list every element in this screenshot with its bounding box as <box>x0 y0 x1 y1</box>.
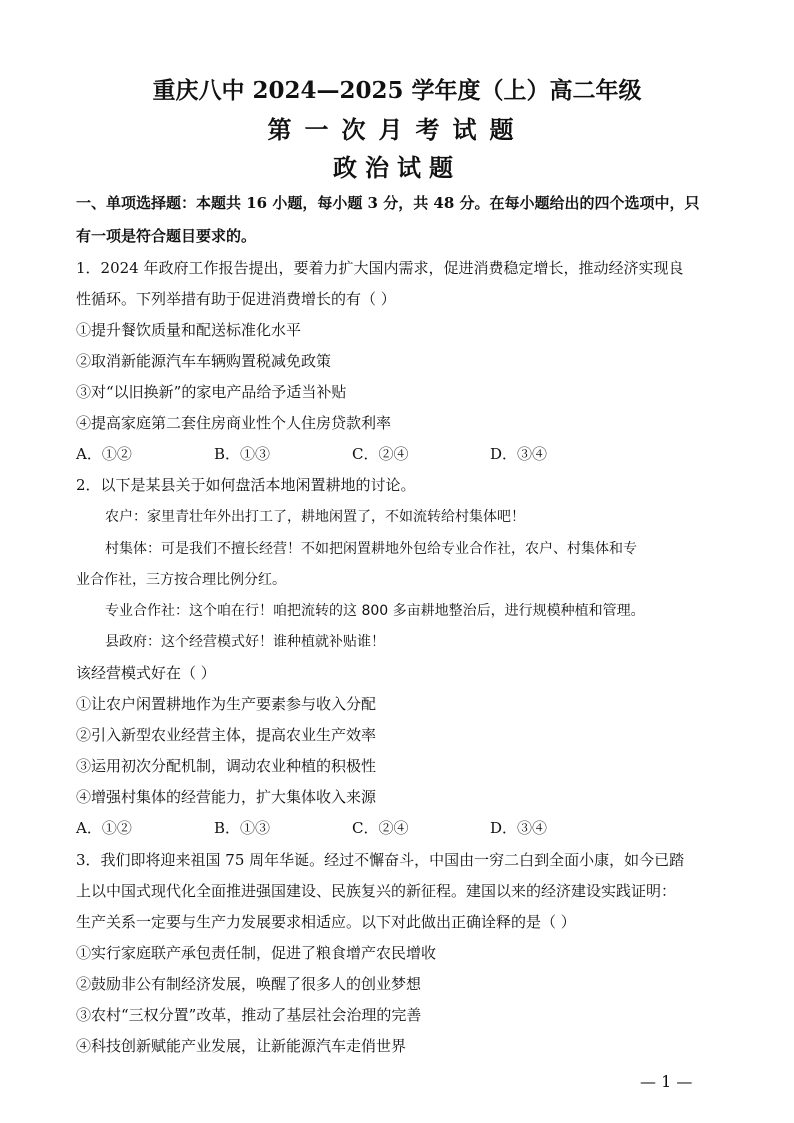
q1-option-d: D．③④ <box>490 445 548 463</box>
q2-stem: 2．以下是某县关于如何盘活本地闲置耕地的讨论。 <box>76 476 416 494</box>
q1-item-4: ④提高家庭第二套住房商业性个人住房贷款利率 <box>76 414 392 432</box>
q2-item-1: ①让农户闲置耕地作为生产要素参与收入分配 <box>76 695 377 713</box>
subject-title: 政治试题 <box>333 153 461 182</box>
q1-item-3: ③对“以旧换新”的家电产品给予适当补贴 <box>76 383 347 401</box>
page-number: — 1 — <box>640 1072 693 1091</box>
exam-title: 第一次月考试题 <box>267 115 527 144</box>
q3-item-4: ④科技创新赋能产业发展，让新能源汽车走俏世界 <box>76 1037 407 1055</box>
school-title: 重庆八中 2024—2025 学年度（上）高二年级 <box>152 77 642 104</box>
q1-stem-line2: 性循环。下列举措有助于促进消费增长的有（ ） <box>76 290 396 308</box>
q1-options <box>76 443 628 464</box>
q2-dialog-coop: 专业合作社：这个咱在行！咱把流转的这 800 多亩耕地整治后，进行规模种植和管理。 <box>105 603 645 619</box>
q3-item-2: ②鼓励非公有制经济发展，唤醒了很多人的创业梦想 <box>76 975 422 993</box>
q1-stem-line1: 1．2024 年政府工作报告提出，要着力扩大国内需求，促进消费稳定增长，推动经济实现良 <box>76 259 684 277</box>
q1-item-2: ②取消新能源汽车车辆购置税减免政策 <box>76 352 332 370</box>
section-intro-line2: 有一项是符合题目要求的。 <box>76 227 257 245</box>
q1-option-a: A．①② <box>76 445 132 463</box>
q2-item-4: ④增强村集体的经营能力，扩大集体收入来源 <box>76 788 377 806</box>
q2-option-c: C．②④ <box>352 819 409 837</box>
q3-stem-line2: 上以中国式现代化全面推进强国建设、民族复兴的新征程。建国以来的经济建设实践证明： <box>76 882 677 900</box>
q2-item-3: ③运用初次分配机制，调动农业种植的积极性 <box>76 757 377 775</box>
q2-item-2: ②引入新型农业经营主体，提高农业生产效率 <box>76 726 377 744</box>
q1-option-c: C．②④ <box>352 445 409 463</box>
q2-options <box>76 817 628 838</box>
q2-option-b: B．①③ <box>214 819 271 837</box>
q2-option-d: D．③④ <box>490 819 548 837</box>
q2-dialog-village-1: 村集体：可是我们不擅长经营！不如把闲置耕地外包给专业合作社，农户、村集体和专 <box>105 541 637 557</box>
q2-dialog-farmer: 农户：家里青壮年外出打工了，耕地闲置了，不如流转给村集体吧！ <box>105 509 525 525</box>
q2-option-a: A．①② <box>76 819 132 837</box>
section-intro-line1: 一、单项选择题：本题共 16 小题，每小题 3 分，共 48 分。在每小题给出的四个选项中，只 <box>76 194 700 212</box>
q3-stem-line3: 生产关系一定要与生产力发展要求相适应。以下对此做出正确诠释的是（ ） <box>76 913 576 931</box>
q2-dialog-government: 县政府：这个经营模式好！谁种植就补贴谁！ <box>105 634 385 650</box>
q2-dialog-village-2: 业合作社，三方按合理比例分红。 <box>76 572 286 588</box>
q3-item-1: ①实行家庭联产承包责任制，促进了粮食增产农民增收 <box>76 944 437 962</box>
q1-option-b: B．①③ <box>214 445 271 463</box>
q2-question: 该经营模式好在（ ） <box>76 664 216 682</box>
q3-stem-line1: 3．我们即将迎来祖国 75 周年华诞。经过不懈奋斗，中国由一穷二白到全面小康，如今已踏 <box>76 851 685 869</box>
q3-item-3: ③农村“三权分置”改革，推动了基层社会治理的完善 <box>76 1006 422 1024</box>
q1-item-1: ①提升餐饮质量和配送标准化水平 <box>76 321 302 339</box>
